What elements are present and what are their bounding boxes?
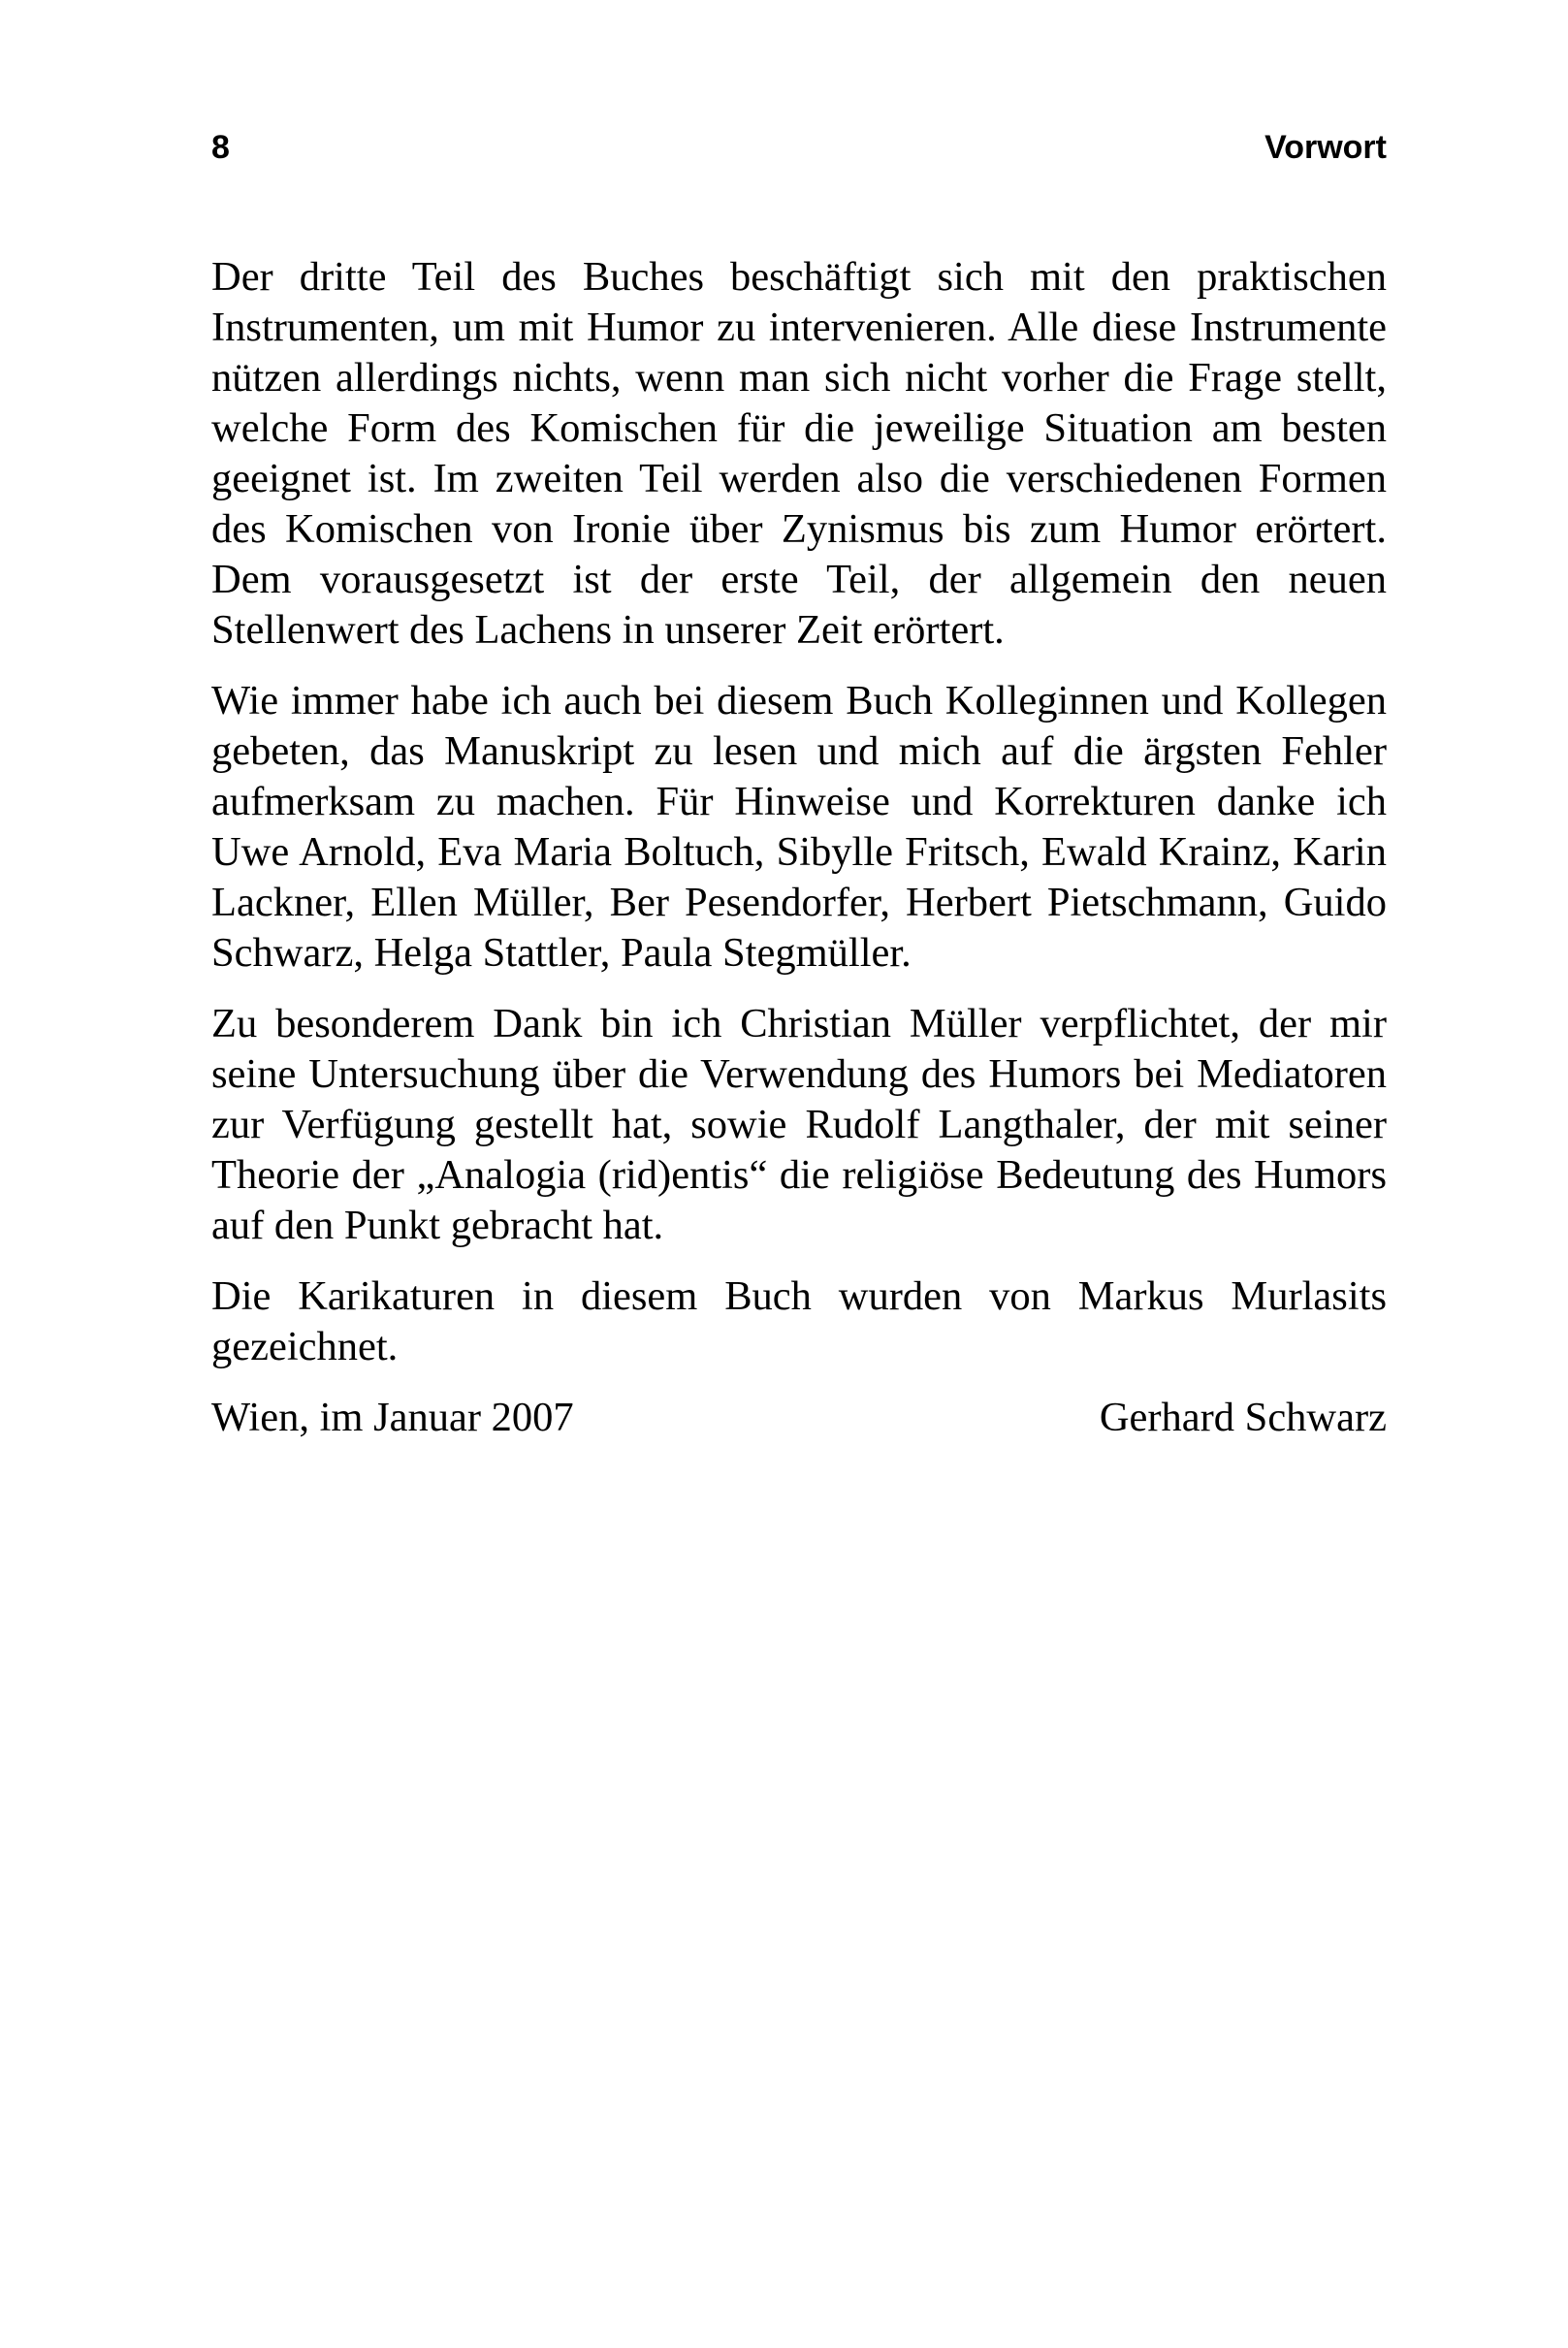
body-text [211, 252, 1387, 1443]
section-title: Vorwort [1264, 129, 1387, 166]
page-number: 8 [211, 129, 230, 166]
paragraph-illustrations: Die Karikaturen in diesem Buch wurden von Markus Murlasits gezeichnet. [211, 1273, 1387, 1369]
place-date: Wien, im Januar 2007 [211, 1395, 574, 1440]
signature-line [211, 1393, 1387, 1443]
author-name: Gerhard Schwarz [1099, 1395, 1387, 1440]
running-head [211, 124, 1387, 171]
paragraph-acknowledgements: Wie immer habe ich auch bei diesem Buch Kolleginnen und Kollegen gebeten, das Manuskript zu lesen und mich auf die ärgsten Fehler aufmerksam zu machen. Für Hinweise und Korrekturen danke ich Uwe Arnold, Eva Maria Boltuch, Sibylle Fritsch, Ewald Krainz, Karin Lackner, Ellen Müller, Ber Pesendorfer, Herbert Pietschmann, Guido Schwarz, Helga Stattler, Paula Stegmüller. [211, 678, 1387, 976]
paragraph-special-thanks: Zu besonderem Dank bin ich Christian Müller verpflichtet, der mir seine Untersuchung über die Verwendung des Humors bei Mediatoren zur Verfügung gestellt hat, sowie Rudolf Langthaler, der mit seiner Theorie der „Analogia (rid)entis“ die religiöse Bedeutung des Humors auf den Punkt gebracht hat. [211, 1001, 1387, 1248]
paragraph-parts-overview: Der dritte Teil des Buches beschäftigt sich mit den praktischen Instrumenten, um mit Humor zu intervenieren. Alle diese Instrumente nützen allerdings nichts, wenn man sich nicht vorher die Frage stellt, welche Form des Komischen für die jeweilige Situation am besten geeignet ist. Im zweiten Teil werden also die verschiedenen Formen des Komischen von Ironie über Zynismus bis zum Humor erörtert. Dem vorausgesetzt ist der erste Teil, der allgemein den neuen Stellenwert des Lachens in unserer Zeit erörtert. [211, 254, 1387, 653]
